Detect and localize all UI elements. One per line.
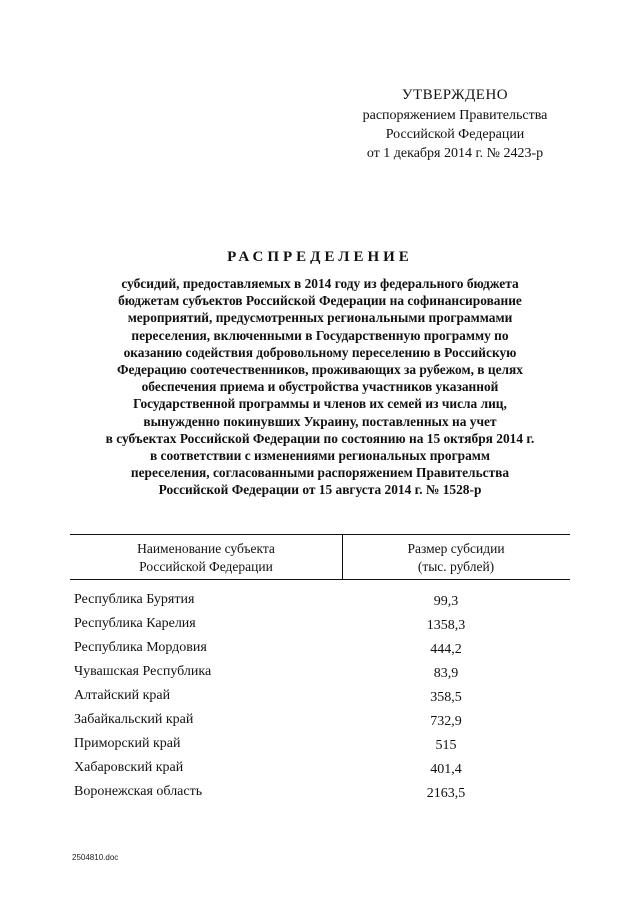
column-header-line: (тыс. рублей) bbox=[417, 559, 495, 574]
subtitle-line: вынужденно покинувших Украину, поставленных на учет bbox=[143, 413, 497, 429]
subtitle-line: в соответствии с изменениями региональных программ bbox=[149, 448, 491, 464]
region-name: Чувашская Республика bbox=[74, 664, 212, 679]
table-body bbox=[70, 590, 570, 806]
table-header bbox=[70, 534, 570, 580]
subtitle-line: мероприятий, предусмотренных региональными программами bbox=[127, 310, 513, 326]
approval-line: распоряжением Правительства bbox=[362, 108, 548, 123]
approval-block bbox=[340, 86, 570, 163]
column-header-line: Наименование субъекта bbox=[137, 541, 275, 556]
subtitle-line: переселения, согласованными распоряжением Правительства bbox=[130, 465, 510, 481]
column-header-region bbox=[70, 540, 342, 576]
table-row bbox=[70, 686, 570, 710]
subtitle-line: Государственной программы и членов их семей из числа лиц, bbox=[133, 396, 507, 412]
approval-stamp: УТВЕРЖДЕНО bbox=[401, 87, 509, 103]
subtitle-line: в субъектах Российской Федерации по состоянию на 15 октября 2014 г. bbox=[105, 430, 535, 446]
subsidy-amount: 2163,5 bbox=[426, 786, 466, 801]
document-file-code: 2504810.doc bbox=[72, 853, 119, 862]
subtitle-line: Федерацию соотечественников, проживающих за рубежом, в целях bbox=[117, 362, 523, 378]
approval-line: от 1 декабря 2014 г. № 2423-р bbox=[366, 146, 544, 161]
subtitle-line: субсидий, предоставляемых в 2014 году из федерального бюджета bbox=[121, 276, 519, 291]
subsidy-amount: 1358,3 bbox=[426, 618, 466, 633]
subsidy-amount: 99,3 bbox=[433, 594, 459, 609]
table-row bbox=[70, 782, 570, 806]
subsidy-amount: 83,9 bbox=[433, 666, 459, 681]
region-name: Воронежская область bbox=[74, 784, 203, 799]
document-heading: РАСПРЕДЕЛЕНИЕ bbox=[227, 249, 413, 265]
subsidy-amount: 401,4 bbox=[430, 762, 462, 777]
subtitle-line: Российской Федерации от 15 августа 2014 г. № 1528-р bbox=[158, 482, 482, 498]
table-row bbox=[70, 758, 570, 782]
subsidy-amount: 732,9 bbox=[430, 714, 462, 729]
table-row bbox=[70, 734, 570, 758]
table-row bbox=[70, 614, 570, 638]
table-row bbox=[70, 590, 570, 614]
subsidy-amount: 515 bbox=[435, 738, 457, 753]
table-row bbox=[70, 710, 570, 734]
table-row bbox=[70, 662, 570, 686]
subsidy-amount: 358,5 bbox=[430, 690, 462, 705]
region-name: Республика Карелия bbox=[74, 616, 196, 631]
approval-line: Российской Федерации bbox=[385, 127, 525, 142]
region-name: Республика Бурятия bbox=[74, 592, 195, 607]
document-subtitle bbox=[60, 275, 580, 499]
column-header-line: Размер субсидии bbox=[407, 541, 505, 556]
region-name: Республика Мордовия bbox=[74, 640, 207, 655]
region-name: Хабаровский край bbox=[74, 760, 184, 775]
subsidy-amount: 444,2 bbox=[430, 642, 462, 657]
region-name: Алтайский край bbox=[74, 688, 171, 703]
subtitle-line: оказанию содействия добровольному переселению в Российскую bbox=[123, 344, 517, 360]
column-header-amount bbox=[342, 540, 570, 576]
subtitle-line: переселения, включенными в Государственную программу по bbox=[131, 327, 509, 343]
region-name: Приморский край bbox=[74, 736, 181, 751]
subtitle-line: обеспечения приема и обустройства участников указанной bbox=[141, 379, 499, 395]
table-row bbox=[70, 638, 570, 662]
column-header-line: Российской Федерации bbox=[139, 559, 273, 574]
subtitle-line: бюджетам субъектов Российской Федерации на софинансирование bbox=[118, 293, 522, 309]
region-name: Забайкальский край bbox=[74, 712, 194, 727]
